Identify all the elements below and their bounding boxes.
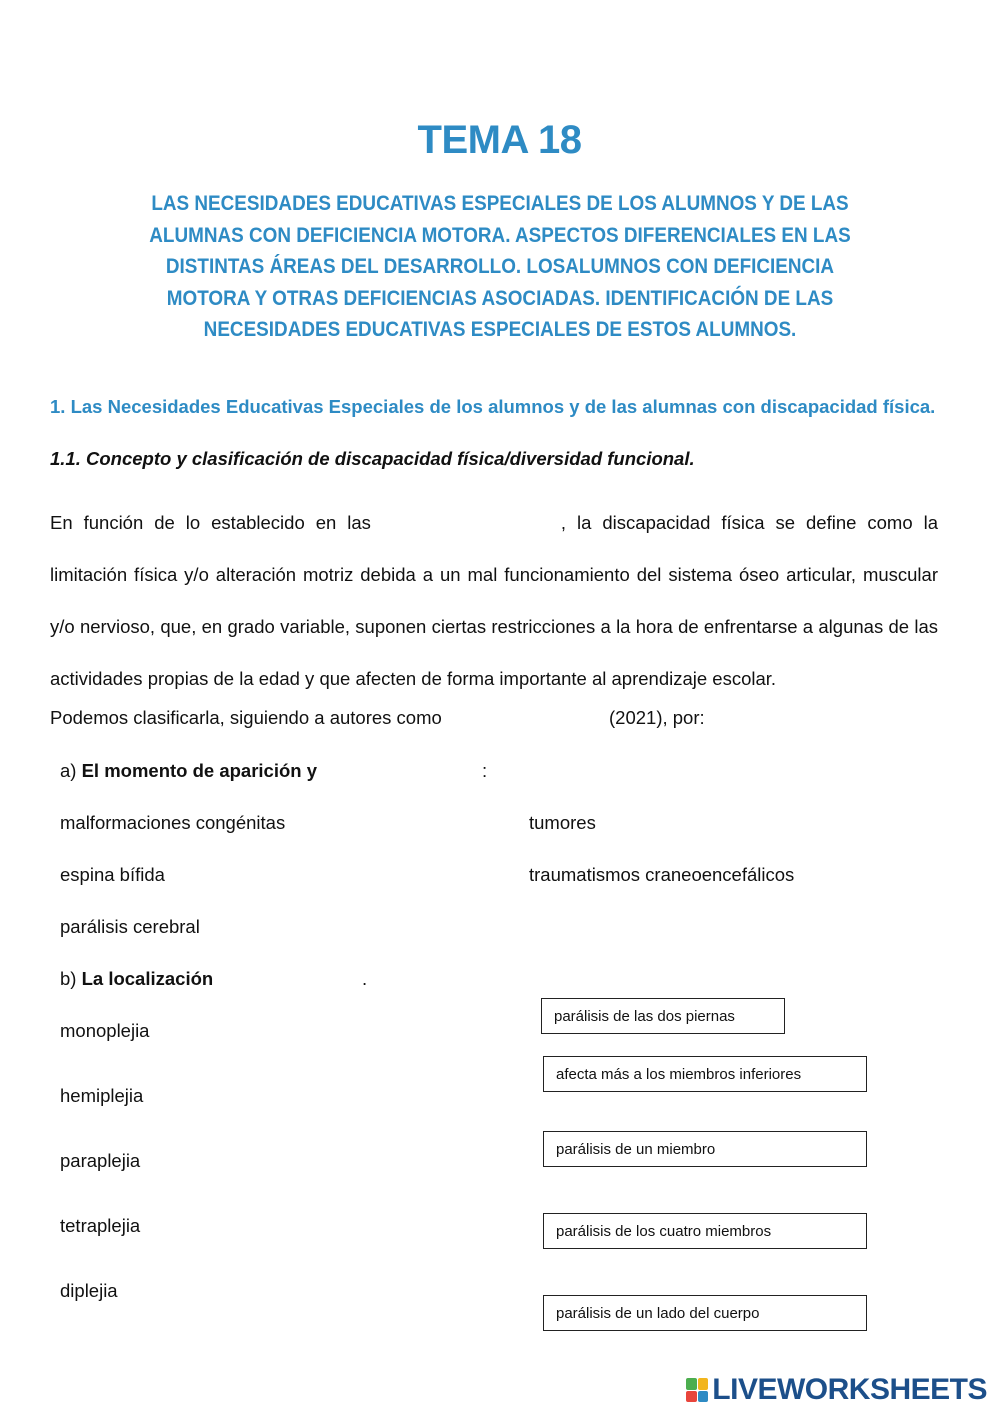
list-item: tumores <box>529 812 596 833</box>
classify-intro: Podemos clasificarla, siguiendo a autores como <box>50 707 442 728</box>
paragraph-start: En función de lo establecido en las <box>50 512 371 533</box>
answer-box[interactable]: parálisis de un lado del cuerpo <box>543 1295 867 1331</box>
section-heading-1: 1. Las Necesidades Educativas Especiales de los alumnos y de las alumnas con discapacidad física. <box>50 396 936 417</box>
list-item: espina bífida <box>60 864 165 885</box>
logo-text: LIVEWORKSHEETS <box>712 1373 987 1406</box>
list-item: traumatismos craneoencefálicos <box>529 864 795 885</box>
blank-gap-2[interactable] <box>448 707 598 731</box>
page-subtitle: LAS NECESIDADES EDUCATIVAS ESPECIALES DE LOS ALUMNOS Y DE LAS ALUMNAS CON DEFICIENCIA MOTORA. ASPECTOS DIFERENCIALES EN LAS DISTINTAS ÁREAS DEL DESARROLLO. LOSALUMNOS CON DEFICIENCIA MOTORA Y OTRAS DEFICIENCIAS ASOCIADAS. IDENTIFICACIÓN DE LAS NECESIDADES EDUCATIVAS ESPECIALES DE ESTOS ALUMNOS. <box>149 192 851 341</box>
item-a <box>60 760 317 782</box>
item-b <box>60 968 213 990</box>
list-item: monoplejia <box>60 1020 150 1041</box>
list-item: tetraplejia <box>60 1215 141 1236</box>
answer-box[interactable]: parálisis de los cuatro miembros <box>543 1213 867 1249</box>
classify-year: (2021), por: <box>609 707 705 728</box>
section-heading-1-1: 1.1. Concepto y clasificación de discapacidad física/diversidad funcional. <box>50 448 695 469</box>
list-item: parálisis cerebral <box>60 916 200 937</box>
answer-box[interactable]: parálisis de las dos piernas <box>541 998 785 1034</box>
liveworksheets-logo-icon <box>686 1378 708 1402</box>
item-a-label: El momento de aparición y <box>81 760 318 781</box>
item-b-prefix: b) <box>60 968 77 989</box>
item-b-period: . <box>362 968 368 989</box>
blank-gap-3[interactable] <box>325 760 475 784</box>
list-item: malformaciones congénitas <box>60 812 286 833</box>
paragraph-rest: , la discapacidad física se define como la limitación física y/o alteración motriz debida a un mal funcionamiento del sistema óseo articular, muscular y/o nervioso, que, en grado variable, suponen ciertas restricciones a la hora de enfrentarse a algunas de las actividades propias de la edad y que afecten de forma importante al aprendizaje escolar. <box>50 512 938 689</box>
liveworksheets-logo[interactable] <box>686 1373 987 1407</box>
definition-paragraph <box>50 497 938 705</box>
item-a-colon: : <box>482 760 488 781</box>
page-title: TEMA 18 <box>417 118 582 162</box>
list-item: paraplejia <box>60 1150 141 1171</box>
list-item: diplejia <box>60 1280 118 1301</box>
item-a-prefix: a) <box>60 760 77 781</box>
answer-box[interactable]: afecta más a los miembros inferiores <box>543 1056 867 1092</box>
list-item: hemiplejia <box>60 1085 144 1106</box>
item-b-label: La localización <box>81 968 214 989</box>
answer-box[interactable]: parálisis de un miembro <box>543 1131 867 1167</box>
blank-gap-4[interactable] <box>222 968 357 992</box>
